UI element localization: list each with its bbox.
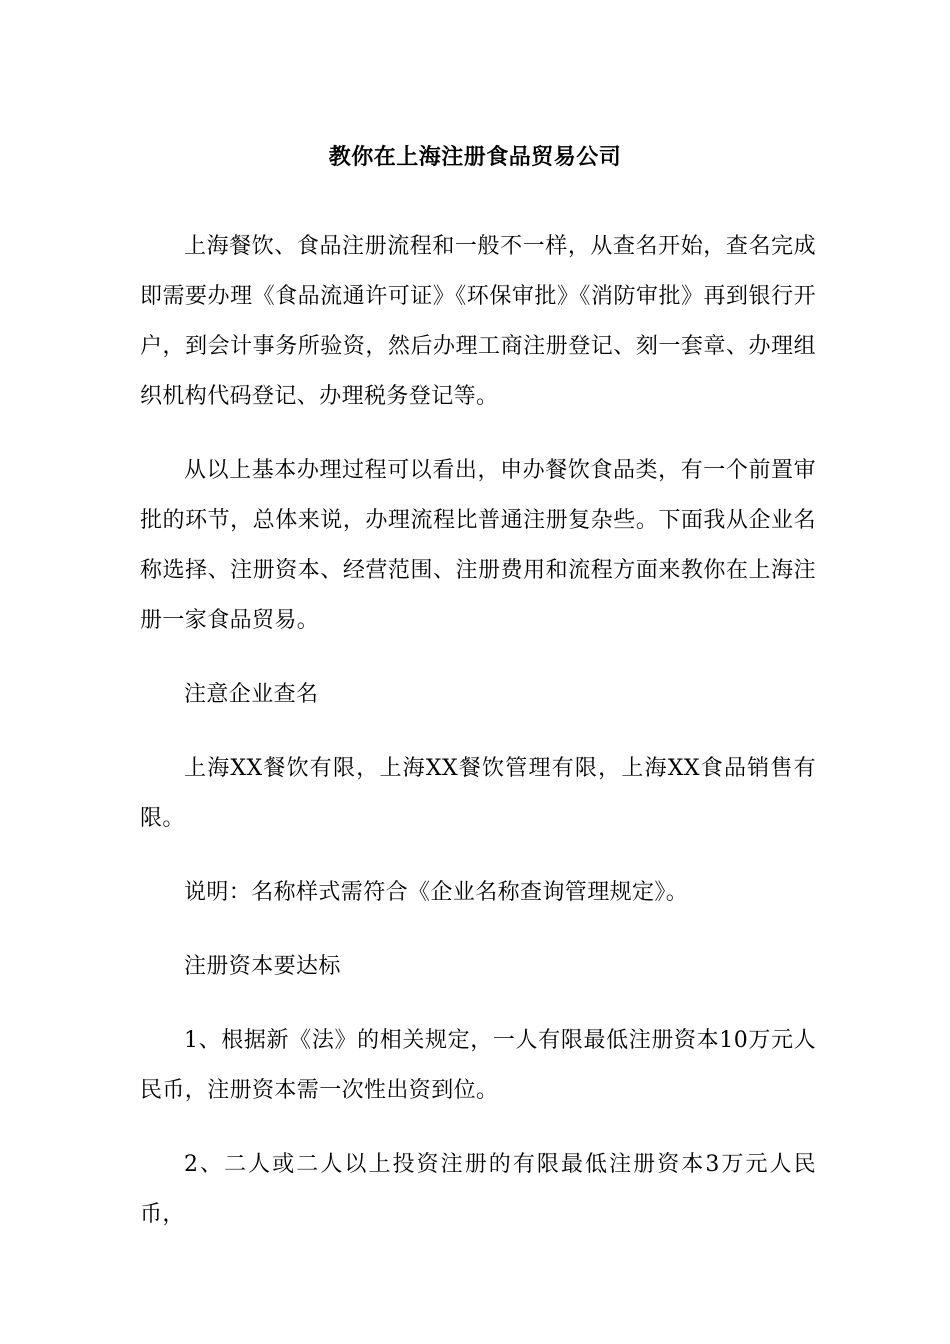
paragraph-name-note: 说明：名称样式需符合《企业名称查询管理规定》。 [184,880,689,905]
document-body [140,222,816,1264]
section-heading-name-check: 注意企业查名 [184,682,319,707]
paragraph-name-examples: 上海XX餐饮有限，上海XX餐饮管理有限，上海XX食品销售有限。 [140,756,816,831]
list-item-capital-1: 1、根据新《法》的相关规定，一人有限最低注册资本10万元人民币，注册资本需一次性出资到位。 [140,1028,816,1103]
section-heading-capital: 注册资本要达标 [184,954,341,979]
list-item-capital-2: 2、二人或二人以上投资注册的有限最低注册资本3万元人民币， [140,1152,816,1227]
paragraph-intro: 上海餐饮、食品注册流程和一般不一样，从查名开始，查名完成即需要办理《食品流通许可证》《环保审批》《消防审批》再到银行开户，到会计事务所验资，然后办理工商注册登记、刻一套章、办理组织机构代码登记、办理税务登记等。 [140,234,816,409]
document-title: 教你在上海注册食品贸易公司 [328,144,622,170]
paragraph-overview: 从以上基本办理过程可以看出，申办餐饮食品类，有一个前置审批的环节，总体来说，办理流程比普通注册复杂些。下面我从企业名称选择、注册资本、经营范围、注册费用和流程方面来教你在上海注册一家食品贸易。 [140,458,816,633]
